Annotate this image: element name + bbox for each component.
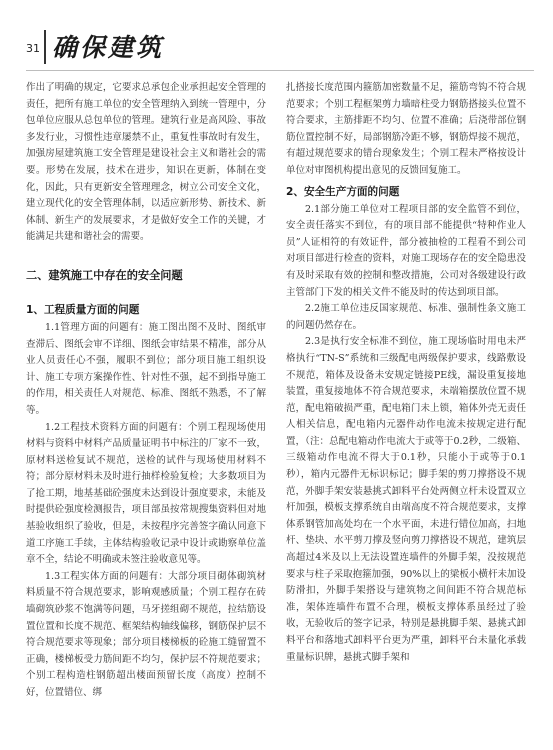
subsection-heading-quality: 1、工程质量方面的问题 xyxy=(26,303,140,316)
paragraph-1-1: 1.1管理方面的问题有：施工图出图不及时、图纸审查滞后、图纸会审不详细、图纸会审结果不精准，部分从业人员责任心不强，履职不到位；部分项目施工组织设计、施工专项方案操作性、针对性不强，起不到指导施工的作用，相关责任人对规范、标准、图纸不熟悉，不了解等。 xyxy=(26,321,266,416)
intro-paragraph: 作出了明确的规定，它要求总承包企业承担起安全管理的责任，把所有施工单位的安全管理纳入到统一管理中，分包单位应服从总包单位的管理。建筑行业是高风险、事故多发行业，习惯性违章屡禁不止，重复性事故时有发生，加强房屋建筑施工安全管理是建设社会主义和谐社会的需要。形势在发展，技术在进步，知识在更新，体制在变化，因此，只有更新安全管理理念，树立公司安全文化，建立现代化的安全管理体制，以适应新形势、新技术、新体制、新生产的发展要求，才是做好安全工作的关键，才能满足共建和谐社会的需要。 xyxy=(26,82,266,243)
header-rule xyxy=(26,70,534,71)
section-heading-safety-problems: 二、建筑施工中存在的安全问题 xyxy=(26,268,183,282)
paragraph-1-3: 1.3工程实体方面的问题有：大部分项目砌体砌筑材料质量不符合规范要求，影响观感质量；个别工程存在砖墙砌筑砂浆不饱满等问题，马牙搓组砌不规范，拉结筋设置位置和长度不规范、框架结构轴线偏移，钢筋保护层不符合规范要求等现象；部分项目楼梯板的砼施工缝留置不正确，楼梯板受力筋间距不均匀，保护层不符规范要求；个别工程构造柱钢筋超出楼面预留长度（高度）控制不好，位置错位、绑 xyxy=(26,570,266,698)
page-number: 31 xyxy=(26,42,40,55)
header-divider xyxy=(44,30,46,64)
left-column xyxy=(26,80,266,702)
paragraph-2-1: 2.1部分施工单位对工程项目部的安全监管不到位，安全责任落实不到位，有的项目部不能提供“特种作业人员”人证相符的有效证件，部分被抽检的工程看不到公司对项目部进行检查的资料，对施工现场存在的安全隐患没有及时采取有效的控制和整改措施，公司对各级建设行政主管部门下发的相关文件不能及时的传达到项目部。 xyxy=(286,203,526,298)
paragraph-2-2: 2.2施工单位违反国家规范、标准、强制性条文施工的问题仍然存在。 xyxy=(286,303,526,331)
magazine-title: 确保建筑 xyxy=(52,33,165,62)
subsection-heading-safety-production: 2、安全生产方面的问题 xyxy=(286,185,400,198)
paragraph-2-3: 2.3是执行安全标准不到位，施工现场临时用电未严格执行“TN-S”系统和三级配电两级保护要求，线路敷设不规范，箱体及设备未安规定链接PE线，漏设重复接地装置，重复接地体不符合规范要求，未端箱摆放位置不规范，配电箱破损严重，配电箱门未上锁，箱体外壳无责任人相关信息，配电箱内元器件动作电流未按规定进行配置，（注：总配电箱动作电流大于或等于0.2秒，二级箱、三级箱动作电流不得大于0.1秒，只能小于或等于0.1秒），箱内元器件无标识标记；脚手架的剪刀撑搭设不规范，外脚手架安装悬挑式卸料平台处两侧立杆未设置双立杆加强，模板支撑系统自由端高度不符合规范要求，支撑体系钢管加高处均在一个水平面，未进行错位加高，扫地杆、垫块、水平剪刀撑及竖向剪刀撑搭设不规范，建筑层高超过4米及以上无法设置连墙件的外脚手架，没按规范要求与柱子采取抱箍加强，90%以上的梁板小横杆未加设防滑扣，外脚手架搭设与建筑物之间间距不符合规范标准，架体连墙件布置不合理，模板支撑体系虽经过了验收，无验收后的签字记录，特别是悬挑脚手架、悬挑式卸料平台和落地式卸料平台更为严重，卸料平台未量化承载重量标识牌，悬挑式脚手架和 xyxy=(286,336,526,663)
paragraph-1-3-continued: 扎搭接长度范围内箍筋加密数量不足，箍筋弯钩不符合规范要求；个别工程框架剪力墙暗柱受力钢筋搭接头位置不符合要求，主筋排距不均匀、位置不准确；后浇带部位钢筋位置控制不好，局部钢筋冷距不够，钢筋焊接不规范，有超过规范要求的错台现象发生；个别工程未严格按设计单位对审图机构提出意见的反馈回复施工。 xyxy=(286,82,526,176)
right-column xyxy=(286,80,526,666)
paragraph-1-2: 1.2工程技术资料方面的问题有：个别工程现场使用材料与资料中材料产品质量证明书中标注的厂家不一致，原材料送检复试不规范，送检的试件与现场使用材料不符；部分原材料未及时进行抽样检验复检；大多数项目为了抢工期，地基基础砼强度未达到设计强度要求，未能及时提供砼强度检测报告，项目部虽按常规搜集资料但对地基验收组织了验收，但是，未按程序完善签字确认同意下道工序施工手续，主体结构验收记录中设计或勘察单位盖章不全，结论不明确或未签注验收意见等。 xyxy=(26,421,266,566)
page-header xyxy=(26,26,534,72)
